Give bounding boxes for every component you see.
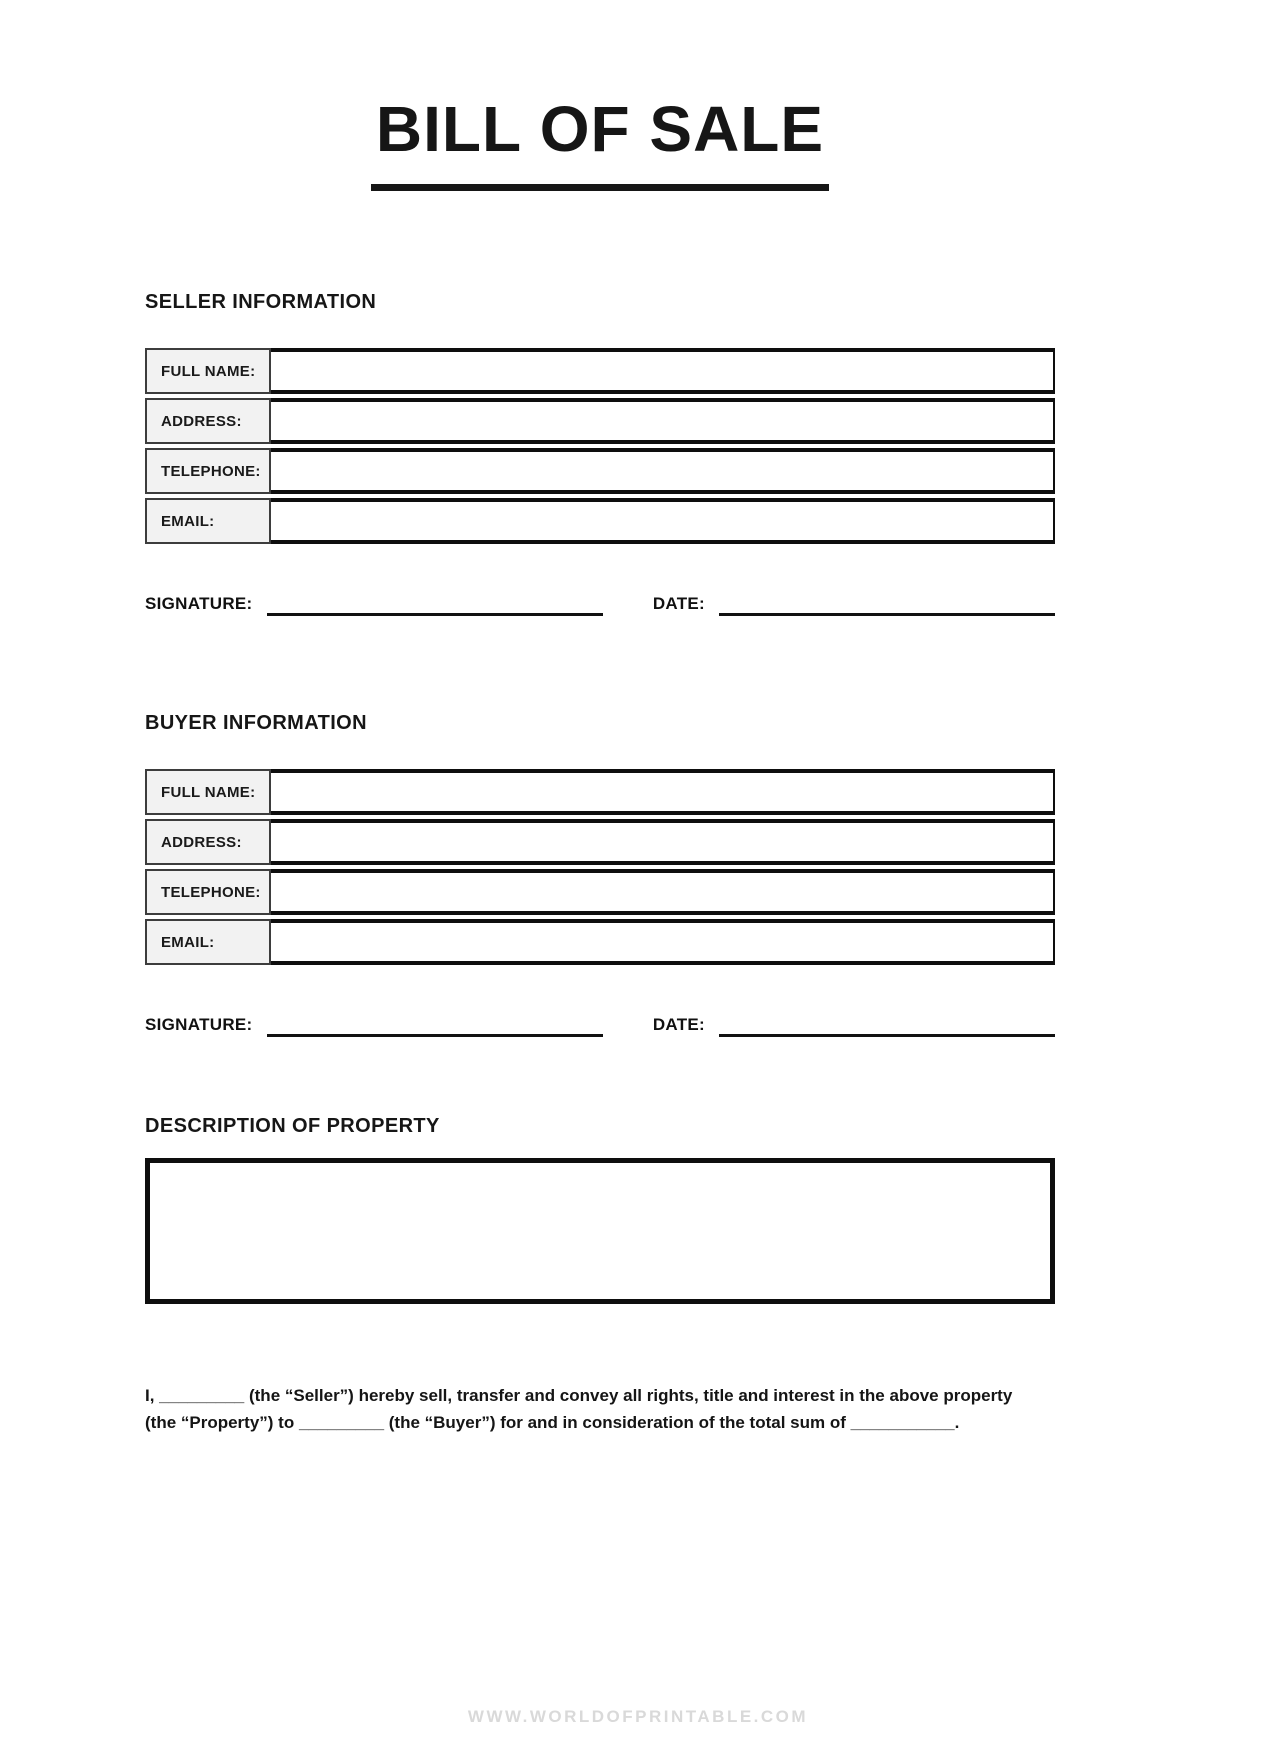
- seller-section-heading: SELLER INFORMATION: [145, 291, 377, 313]
- buyer-section: [145, 712, 1055, 1037]
- seller-date-label: DATE:: [652, 594, 705, 613]
- seller-email-input[interactable]: [271, 502, 1053, 540]
- legal-clause-line2: (the “Property”) to _________ (the “Buyer”) for and in consideration of the total sum of ___________.: [145, 1413, 960, 1433]
- table-row: [145, 398, 1055, 444]
- seller-address-cell: [271, 398, 1055, 444]
- seller-email-label: EMAIL:: [145, 498, 271, 544]
- title-underline-rule: [371, 184, 829, 191]
- seller-telephone-cell: [271, 448, 1055, 494]
- seller-email-cell: [271, 498, 1055, 544]
- seller-full-name-label: FULL NAME:: [145, 348, 271, 394]
- property-description-input[interactable]: [150, 1163, 1050, 1299]
- seller-address-label: ADDRESS:: [145, 398, 271, 444]
- buyer-email-input[interactable]: [271, 923, 1053, 961]
- property-section: [145, 1115, 1055, 1304]
- buyer-full-name-input[interactable]: [271, 773, 1053, 811]
- seller-full-name-cell: [271, 348, 1055, 394]
- table-row: [145, 819, 1055, 865]
- seller-telephone-label: TELEPHONE:: [145, 448, 271, 494]
- legal-clause-line1: I, _________ (the “Seller”) hereby sell, transfer and convey all rights, title and interest in the above property: [145, 1386, 1013, 1405]
- buyer-info-table: [145, 769, 1055, 965]
- seller-info-table: [145, 348, 1055, 544]
- seller-full-name-input[interactable]: [271, 352, 1053, 390]
- buyer-date-label: DATE:: [652, 1015, 705, 1034]
- seller-signature-line[interactable]: [267, 594, 603, 616]
- seller-signature-row: [145, 594, 1055, 616]
- table-row: [145, 448, 1055, 494]
- property-section-heading: DESCRIPTION OF PROPERTY: [145, 1115, 440, 1137]
- site-footer: [0, 1707, 1276, 1727]
- table-row: [145, 869, 1055, 915]
- buyer-date-line[interactable]: [719, 1015, 1055, 1037]
- buyer-address-label: ADDRESS:: [145, 819, 271, 865]
- seller-signature-label: SIGNATURE:: [145, 594, 253, 613]
- buyer-signature-line[interactable]: [267, 1015, 603, 1037]
- table-row: [145, 498, 1055, 544]
- buyer-section-heading: BUYER INFORMATION: [145, 712, 367, 734]
- buyer-telephone-label: TELEPHONE:: [145, 869, 271, 915]
- document-header: [145, 92, 1055, 191]
- table-row: [145, 919, 1055, 965]
- seller-date-line[interactable]: [719, 594, 1055, 616]
- buyer-signature-label: SIGNATURE:: [145, 1015, 253, 1034]
- footer-url: WWW.WORLDOFPRINTABLE.COM: [467, 1707, 809, 1726]
- buyer-full-name-cell: [271, 769, 1055, 815]
- buyer-telephone-input[interactable]: [271, 873, 1053, 911]
- buyer-address-input[interactable]: [271, 823, 1053, 861]
- seller-address-input[interactable]: [271, 402, 1053, 440]
- buyer-email-label: EMAIL:: [145, 919, 271, 965]
- page-title: BILL OF SALE: [375, 93, 825, 165]
- seller-telephone-input[interactable]: [271, 452, 1053, 490]
- legal-clause: [145, 1382, 1055, 1436]
- buyer-telephone-cell: [271, 869, 1055, 915]
- table-row: [145, 348, 1055, 394]
- buyer-address-cell: [271, 819, 1055, 865]
- buyer-signature-row: [145, 1015, 1055, 1037]
- buyer-email-cell: [271, 919, 1055, 965]
- bill-of-sale-document: [145, 92, 1055, 1436]
- property-description-box: [145, 1158, 1055, 1304]
- seller-section: [145, 291, 1055, 616]
- table-row: [145, 769, 1055, 815]
- buyer-full-name-label: FULL NAME:: [145, 769, 271, 815]
